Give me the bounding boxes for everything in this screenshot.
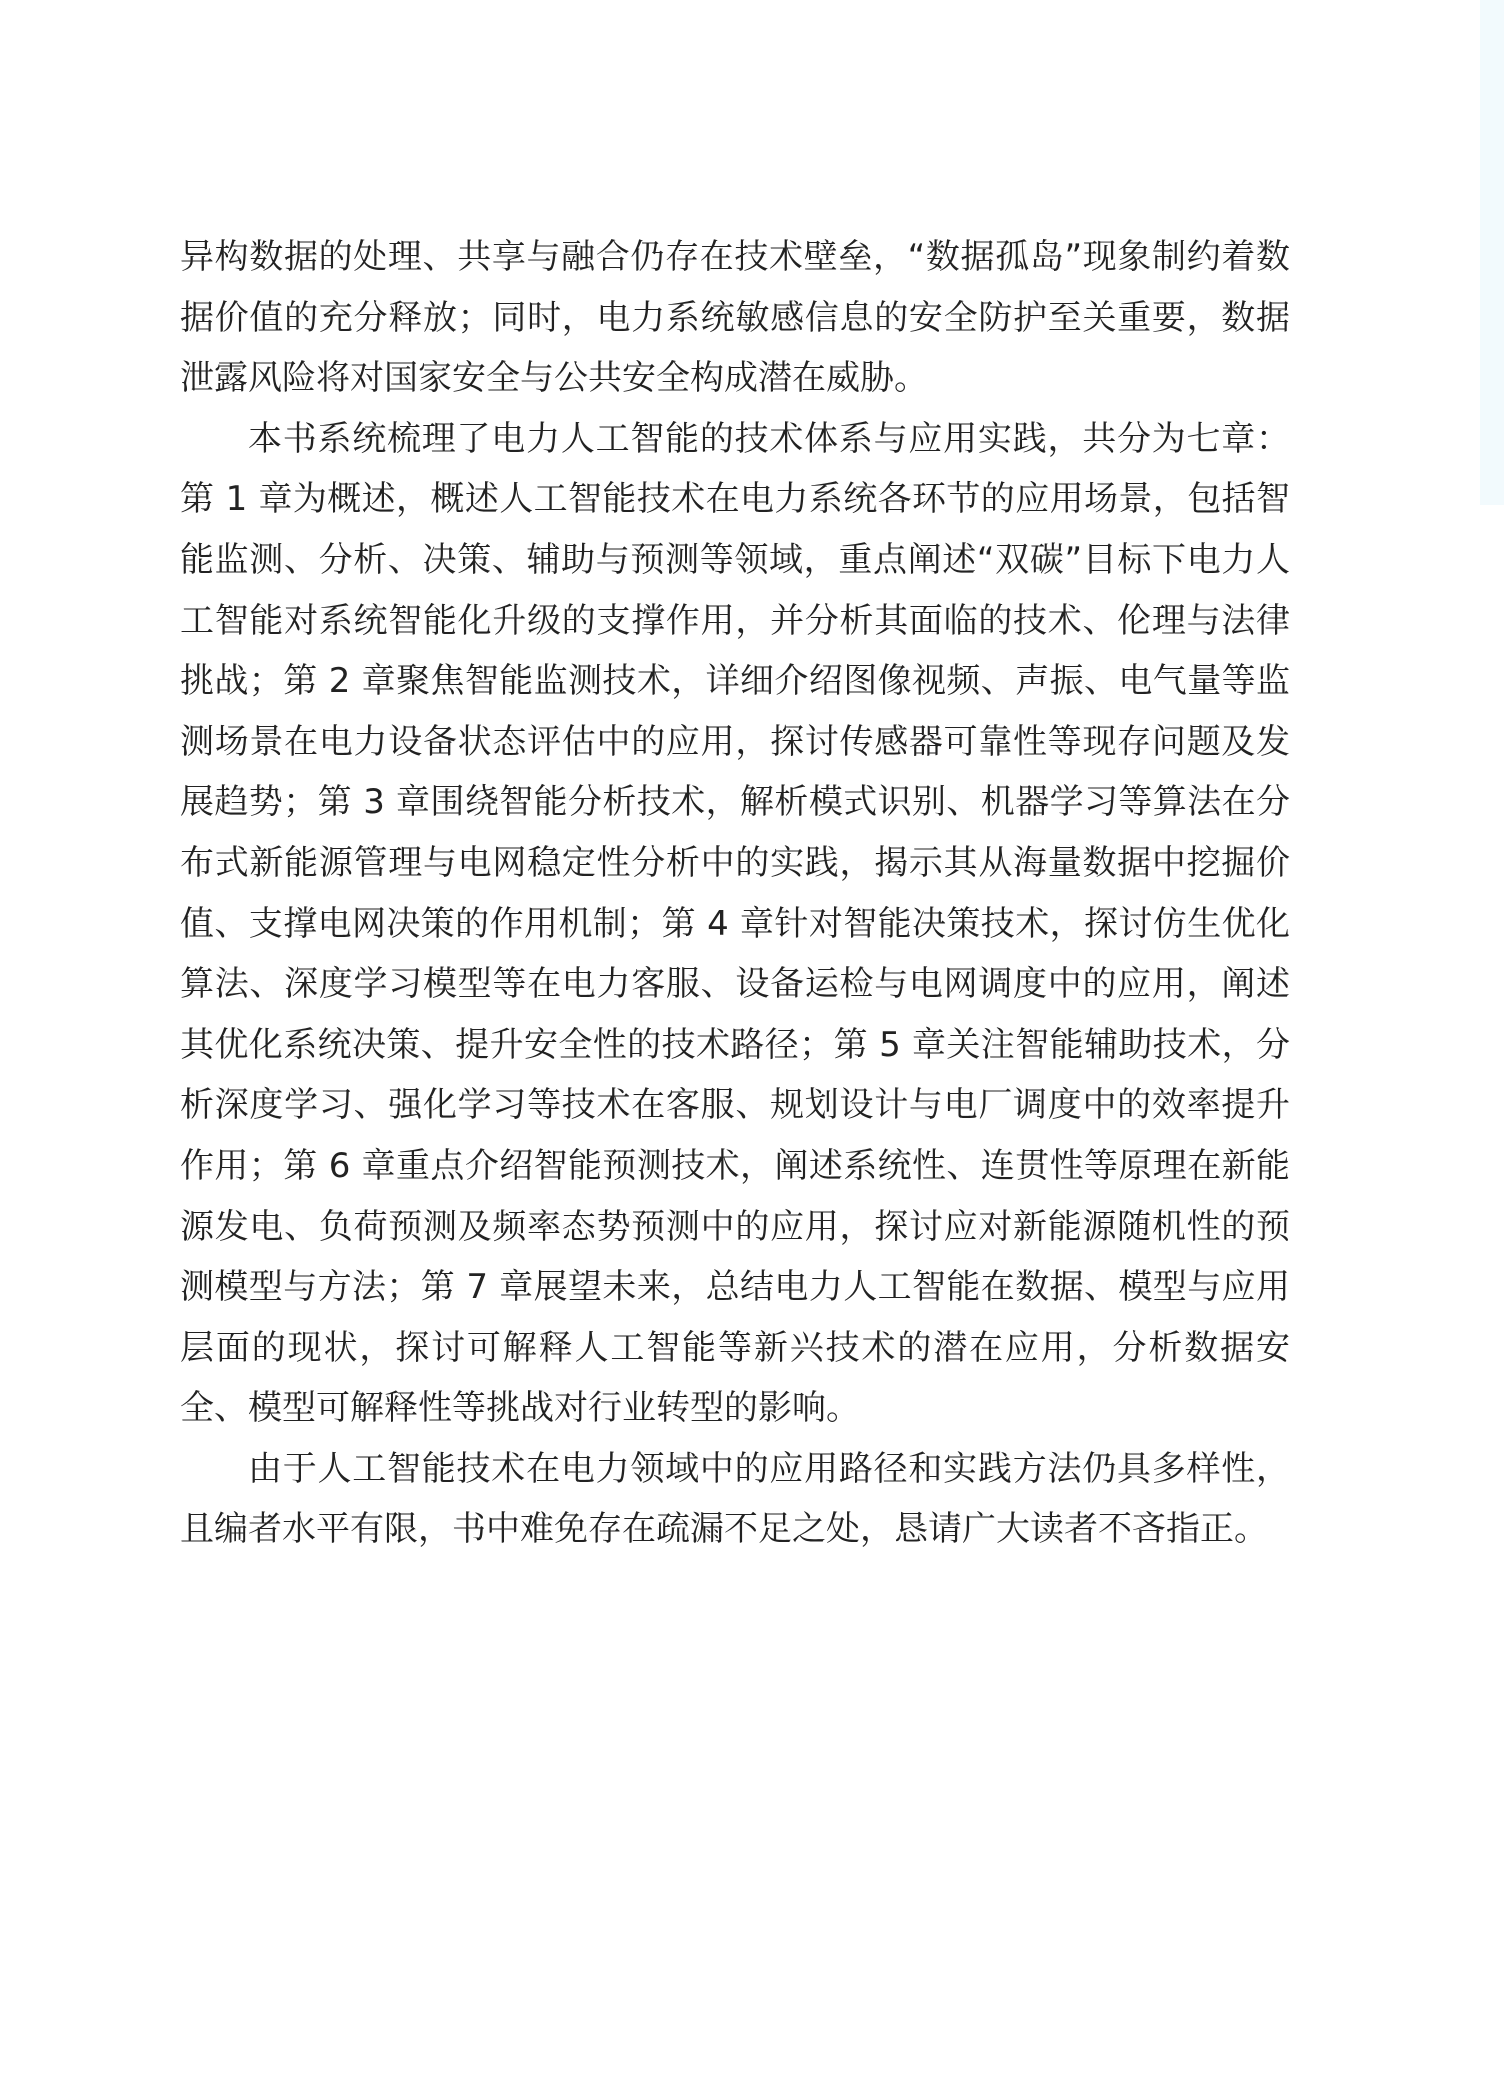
page-edge-tab bbox=[1480, 0, 1504, 505]
paragraph-continued: 异构数据的处理、共享与融合仍存在技术壁垒，“数据孤岛”现象制约着数据价值的充分释放；同时，电力系统敏感信息的安全防护至关重要，数据泄露风险将对国家安全与公共安全构成潜在威胁。 bbox=[180, 237, 1290, 399]
paragraph-closing-note: 由于人工智能技术在电力领域中的应用路径和实践方法仍具多样性，且编者水平有限，书中难免存在疏漏不足之处，恳请广大读者不吝指正。 bbox=[180, 1448, 1290, 1550]
paragraph-book-structure: 本书系统梳理了电力人工智能的技术体系与应用实践，共分为七章：第 1 章为概述，概述人工智能技术在电力系统各环节的应用场景，包括智能监测、分析、决策、辅助与预测等领域，重点阐述“双碳”目标下电力人工智能对系统智能化升级的支撑作用，并分析其面临的技术、伦理与法律挑战；第 2 章聚焦智能监测技术，详细介绍图像视频、声振、电气量等监测场景在电力设备状态评估中的应用，探讨传感器可靠性等现存问题及发展趋势；第 3 章围绕智能分析技术，解析模式识别、机器学习等算法在分布式新能源管理与电网稳定性分析中的实践，揭示其从海量数据中挖掘价值、支撑电网决策的作用机制；第 4 章针对智能决策技术，探讨仿生优化算法、深度学习模型等在电力客服、设备运检与电网调度中的应用，阐述其优化系统决策、提升安全性的技术路径；第 5 章关注智能辅助技术，分析深度学习、强化学习等技术在客服、规划设计与电厂调度中的效率提升作用；第 6 章重点介绍智能预测技术，阐述系统性、连贯性等原理在新能源发电、负荷预测及频率态势预测中的应用，探讨应对新能源随机性的预测模型与方法；第 7 章展望未来，总结电力人工智能在数据、模型与应用层面的现状，探讨可解释人工智能等新兴技术的潜在应用，分析数据安全、模型可解释性等挑战对行业转型的影响。 bbox=[180, 418, 1290, 1429]
page-body-text bbox=[180, 227, 1290, 1560]
